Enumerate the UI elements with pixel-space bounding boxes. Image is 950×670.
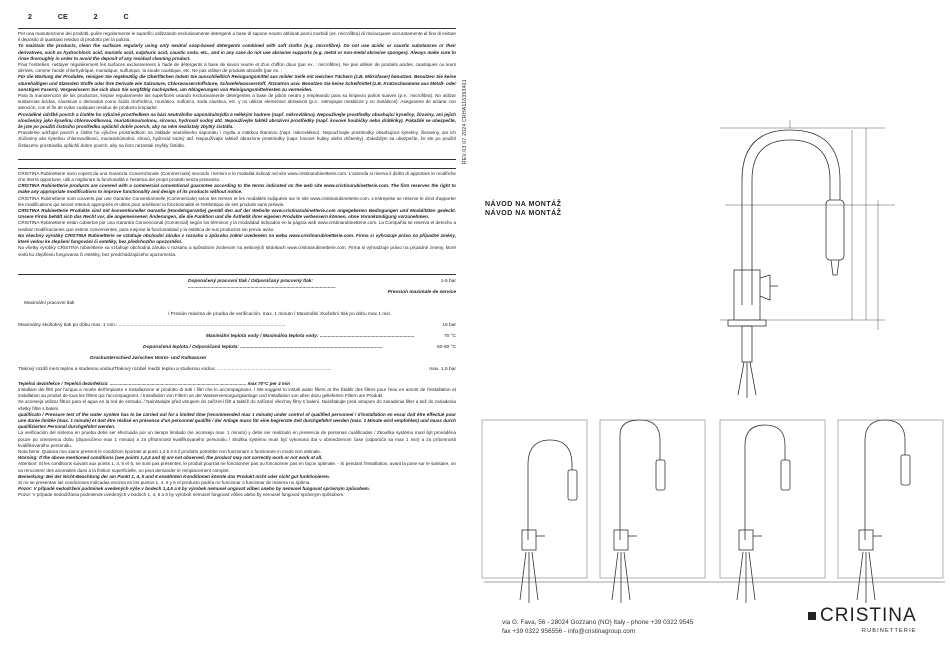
inst-paragraph: Warning: If the above mentioned conditions (see points 1,4,5 and 6) are not observed, the product may not correctly work or not work at all. — [18, 455, 323, 461]
inst-paragraph: Tepelná dezinfekce / Tepelná dezinfekcia: ........................................................................................................... max 70°C per 4 min — [18, 380, 291, 386]
warr-paragraph: Na všetky výrobky CRISTINA rubinetterie sa vzťahuje obchodná záruka v rozsahu a spôsobom zvolenom na webových stránkach www.cristinarubinetterie.com. Firma si vyhradzuje právo na prípadné zmeny, ktoré vedú ku zlepšeniu fungovania či estetiky, bez predchádzajúceho upozornenia. — [18, 245, 456, 257]
warr-paragraph: CRISTINA Rubinetterie sono coperti da una Garanzia Convenzionale (Commerciale) secondo i termini e le modalità indicati nel sito www.cristinarubinetterie.com. L'azienda si riserva il diritto di apportare le modifiche che riterrà opportune, utili a migliorare la funzionalità e l'estetica dei propri prodotti senza preavviso. — [18, 170, 456, 183]
logo-subtitle: RUBINETTERIE — [861, 628, 917, 634]
spec-rec-temp-value: 50-60 °C — [437, 344, 456, 350]
spec-diff-line: Tlakový rozdíl mezi teplou a studenou vodou/Tlakový rozdiel medzi teplou a studenou vodou: ...................................................................................... — [18, 366, 332, 372]
small-faucet-1 — [482, 420, 587, 603]
spec-max-test-value: 16 bar — [442, 322, 456, 328]
inst-paragraph: Se aconseja utilizar filtros para el agua en la red de entrada. / Nainstalujte před vstupem do zařízení filtr a taktéž do zařízení všechny filtry s balení. Nainštalujte pred vstupom do zariadenia filter a tiež do zariadenia všetky filtre s balení. — [18, 399, 456, 411]
header-col: 2 — [28, 14, 32, 21]
address-line: via G. Fava, 56 - 28024 Gozzano (NO) Italy - phone +39 0322 9545 — [502, 619, 694, 626]
small-faucet-2 — [600, 420, 705, 603]
logo-square-icon — [808, 612, 816, 620]
small-faucet-4 — [838, 420, 943, 603]
maint-paragraph: Für die Wartung der Produkte, reinigen Sie regelmäßig die Oberflächen indem Sie ausschließlich Reinigungsmittel aus milder Seife mit weichen Tüchern (z.B. Mikrofaser) benutzen. Benutzen Sie keine säurehaltigen und ätzenden Stoffe oder ihre Derivate wie Salzsäure, Chlorwasserstoffsäure, Schwefelwasserstoff, Ätznatron usw. Benutzen Sie keine Scheifmittel (z.B. Kratzschwamme aus Metall- oder sonstigen Fasern). Vergewissern Sie sich dass Sie sorgfältig nachspülen, um Ablagerungen von Reinigungsmittelresten zu vermeiden. — [18, 74, 456, 92]
maint-paragraph: Prováděné údržbě povrch a čistěte ho výlučně prostředkem na bázi neutrálního saponátu/mýdla a měkkým hadrem (např. mikrovlákno). Nepoužívejte prostředky obsahující kyseliny, žíraviny, ani jejich sloučeniny jako kyselinu chlorovodíkovou, muriatickou/solnou, sírovou, hydroxid sodný atd. Nepoužívejte taktéž abrazivní prostředky (např. kovové houbičky nebo drátěnky). Pokaždé se ubezpečte, že jste po použití čisticího prostředku opláchli dobře povrch, aby na něm nezůstaly zbytky čistidla. — [18, 111, 456, 130]
inst-paragraph: La verificación del sistema en prueba debe ser efectuada por un tiempo limitado (se aconseja max. 1 minuto) y debe ser realizado en presencia de personas cualificadas / Zkouška systému musí být prováděna pouze po omezenou dobu (doporučeno max 1 minuta) a za přítomnosti kvalifikovaného personálu / Skúška systému musí byť vykonaná iba v obmedzenom čase (odporúča sa max 1 min) a za prítomnosti kvalifikovaného personálu. — [18, 430, 456, 448]
address-block — [502, 618, 693, 636]
warr-paragraph: CRISTINA Rubinetterie sont couverts par une Garantie Conventionnelle (Commerciale) selon les termes et les modalités indiquées sur le site www.cristinarubinetterie.com. L'entreprise se réserve le droit d'apporter les modifications qui seront retenus appropriés et utiles pour améliorer la fonctionnalité et l'esthétique de ses produits sans préavis. — [18, 195, 456, 207]
spec-pressure-label: Doporučený pracovní tlak / Odporúčaný pracovný tlak: ............................................................................................................... — [188, 278, 336, 290]
inst-paragraph: Pozor: V případě nedodržení podmínek uvedených výše v bodech 1,4,5 a 6 by výrobek nemusel ungovat vůbec anebo by nemusel fungovat správným způsobem. — [18, 486, 371, 492]
header-col: 2 — [93, 14, 98, 21]
warr-paragraph: CRISTINA Rubinetterie están cubiertos por una Garantía Convencional (Comercial) según los términos y la modalidad indicados en la página web www.cristinarubinetterie.com. La Compañía se reserva el derecho a realizar modificaciones que estime convenientes, para mejorar la funcionalidad y la estética de sus productos sin previo aviso. — [18, 220, 456, 232]
spec-max-temp-label: Maximální teplota vody / Maximálna teplota vody: ....................................................................... — [206, 333, 415, 339]
assembly-title: NÁVOD NA MONTÁŽ NÁVOD NA MONTÁŽ — [485, 201, 562, 217]
brand-logo: CRISTINA RUBINETTERIE — [808, 605, 917, 634]
inst-paragraph: Bemerkung: Bei der Nicht-Beachtung der am Punkt 1, 4, 5 und 6 erwähnten Konditionen könnte das Produkt nicht oder nicht gut funktionieren. — [18, 473, 330, 479]
maint-paragraph: Para la manutención de los productos, limpiar regularmente las superficies usando exclusivamente detergentes a base de jabón neutro y empleando para su limpieza paños suaves (p.e.: microfibra). No utilizar sustancias ácidas, cáusticas o derivados como ácido clorhídrico, muriático, sulfúrico, soda cáustica, etc. y no utilizar elementos abrasivos (p.e.: estropajos metálicos y no metálicos). Asegurarse de aclarar con atención, con el fin de evitar cualquier residuo de producto limpiador. — [18, 93, 456, 111]
maint-paragraph: Per una manutenzione dei prodotti, pulire regolarmente le superfici utilizzando esclusivamente detergenti a base di sapone neutro abbinati panni morbidi (es. microfibra) di risciacquare accuratamente al fine di evitare il deposito di qualsiasi residuo di prodotto per la pulizia. — [18, 31, 456, 43]
spec-pressure-service: Pression maximale de service — [387, 289, 456, 295]
spec-pressure-value: 1-5 bar — [440, 278, 456, 284]
main-faucet-drawing — [728, 130, 844, 398]
header-col: CE — [57, 14, 68, 21]
inst-paragraph: Si no se presentan las condiciones indicadas encima en los puntos 1, 4, 5 y 6 el producto podría no funcionar o funcionar de manera no óptima. — [18, 479, 311, 485]
warr-paragraph: CRISTINA Rubinetterie products are covered with a commercial conventional guarantee according to the terms indicated on the web site www.cristinarubinetterie.com. The firm reserves the right to make any appropriate modifications to improve functionality and design of its products without notice. — [18, 183, 456, 195]
inst-paragraph: Nota bene: Qualora non siano presenti le condizioni riportate ai punti 1,4,5 e 6 il prodotto potrebbe non funzionare o funzionare in modo non ottimale. — [18, 448, 322, 454]
spec-rec-temp-label: Doporučená teplota / Odporúčaná teplota: ........................................................................................................... — [143, 344, 383, 350]
header-col: C — [123, 14, 129, 21]
inst-paragraph: qualificato / Pressure test of the water system has to be carried out for a limited time (recommended max 1 minute) under control of qualified personnel / d'installation en essai doit être effectué pour une durée limitée (max. 1 minute) et doit être réalisé en présence d'un personnel qualifié / der Anlage muss für eine begrenzte Zeit durchgeführt werden (max. 1 Minute wird empfohlen) und muss durch qualifiziertes Personal durchgeführt werden. — [18, 411, 456, 430]
warr-paragraph: CRISTINA Rubinetterie Produkte sind mit konventioneller Garantie (Handelsgarantie) gemäß den auf der Website www.cristinarubinetterie.com angegebenen Bedingungen und Modalitäten gedeckt. Unsere Firma behält sich das Recht vor, die angemessenen Änderungen, die die Funktion und die Ästhetik ihrer eigenen Produkte verbessern können, ohne Vorankündigung vorzunehmen. — [18, 208, 456, 220]
spec-max-test-label: Maximálny skúšobný tlak po dobu max. 1 min.: ............................................................................................................................. — [18, 322, 286, 328]
maint-paragraph: To maintain the products, clean the surfaces regularly using only neutral soap-based detergents combined with soft cloths (e.g. microfibre). Do not use acidic or caustic substances or their derivatives, such as hydrochloric acid, muriatic acid, sulphuric acid, caustic soda, etc., and in any case do not use abrasive supports (e.g. metal or non-metal abrasive sponges). Always make sure to rinse thoroughly in order to avoid the deposit of any residual cleaning product. — [18, 43, 456, 61]
spec-max-temp-value: 70 °C — [443, 333, 456, 339]
maint-paragraph: Pravidelne udržujte povrch a čistite ho výlučne prostriedkom na základe neutrálneho saponátu / mydla a mäkkou tkaninou (napr. mikrovlákno). Nepoužívajte prostriedky obsahujúce kyseliny, žieraviny, ani ich zlúčeniny ako kyselinu chlorovodíkovú, muriatickú/solnú, sírovú, hydroxid sodný atď. Nepoužívajte taktiež abrazívne prostriedky (napr. kovové hubky alebo drôtenky). Zakaždým sa ubezpečte, že ste po použití čistiaceho prostriedku opláchli dobre povrch, aby na ňom nezostali zvyšky čistidla. — [18, 130, 456, 148]
inst-paragraph: Pozor: V prípade nedodržania podmienok uvedených v bodoch 1, 4, 5 a 6 by výrobok nemusel fungovať vôbec alebo by nemusel fungovať správnym spôsobom. — [18, 492, 345, 498]
inst-paragraph: Installare dei filtri per l'acqua a monte dell'impianto e installazione al prodotto di tutti i filtri che lo accompagnano. / We suggest to install water filters at the Établir des filtres pour l'eau en amont de l'installation et installation au produit de tous les filtres qui l'accompagnent. / Installation von Filtern an der Wasserversorgungsanlage und Installation von allen dazu gelieferten Filtern am Produkt. — [18, 386, 456, 399]
contact-line: fax +39 0322 956556 - info@cristinagroup.com — [502, 628, 636, 635]
spec-test-pressure: / Presión máxima de prueba de verificación, max. 1 minuto / Maximální zkušební tlak po dobu max 1 min. — [168, 311, 392, 317]
warr-paragraph: Na všechny výrobky CRISTINA Rubinetterie se vztahuje obchodní záruka v rozsahu a způsobu zněmi uvedeném na webu www.cristinarubinetterie.com. Firma si vyhrazuje právo na případné změny, které vedou ke zlepšení fungování či estetiky, bez předchozího upozornění. — [18, 232, 456, 245]
spec-diff-value: max. 1,5 bar — [429, 366, 456, 372]
revision-code: REV.03 07.2024 CRHA116393401 — [462, 79, 468, 164]
inst-paragraph: Attention: Si les conditions suivant aux points 1, 4, 5 et 6, ne sont pas présentes, le produit pourrait ne fonctionner pas ou fonctionner pas en façon optimale. - Si pendant l'installation, avant la pose sur le sanitaire, on va rencontrer des anomalies dues à la finition superficielle, on peut demander le remplacement complet. — [18, 461, 456, 473]
spec-diff-label: Druckunterschied zwischen Warm- und Kaltwasser — [90, 355, 207, 361]
small-faucet-3 — [720, 420, 825, 603]
spec-max-pressure: Maximální pracovní tlak — [24, 300, 75, 306]
maint-paragraph: Pour l'entretien, nettoyer régulièrement les surfaces exclusivement à l'aide de détergents à base de savon neutre et d'un chiffon doux (par ex. : microfibre). Ne pas utiliser de produits acides, caustiques ou leurs dérivés, comme l'acide chlorhydrique, muriatique, sulfurique, la soude caustique, etc. Ne pas utiliser de produits abrasifs (par ex. : — [18, 62, 456, 74]
